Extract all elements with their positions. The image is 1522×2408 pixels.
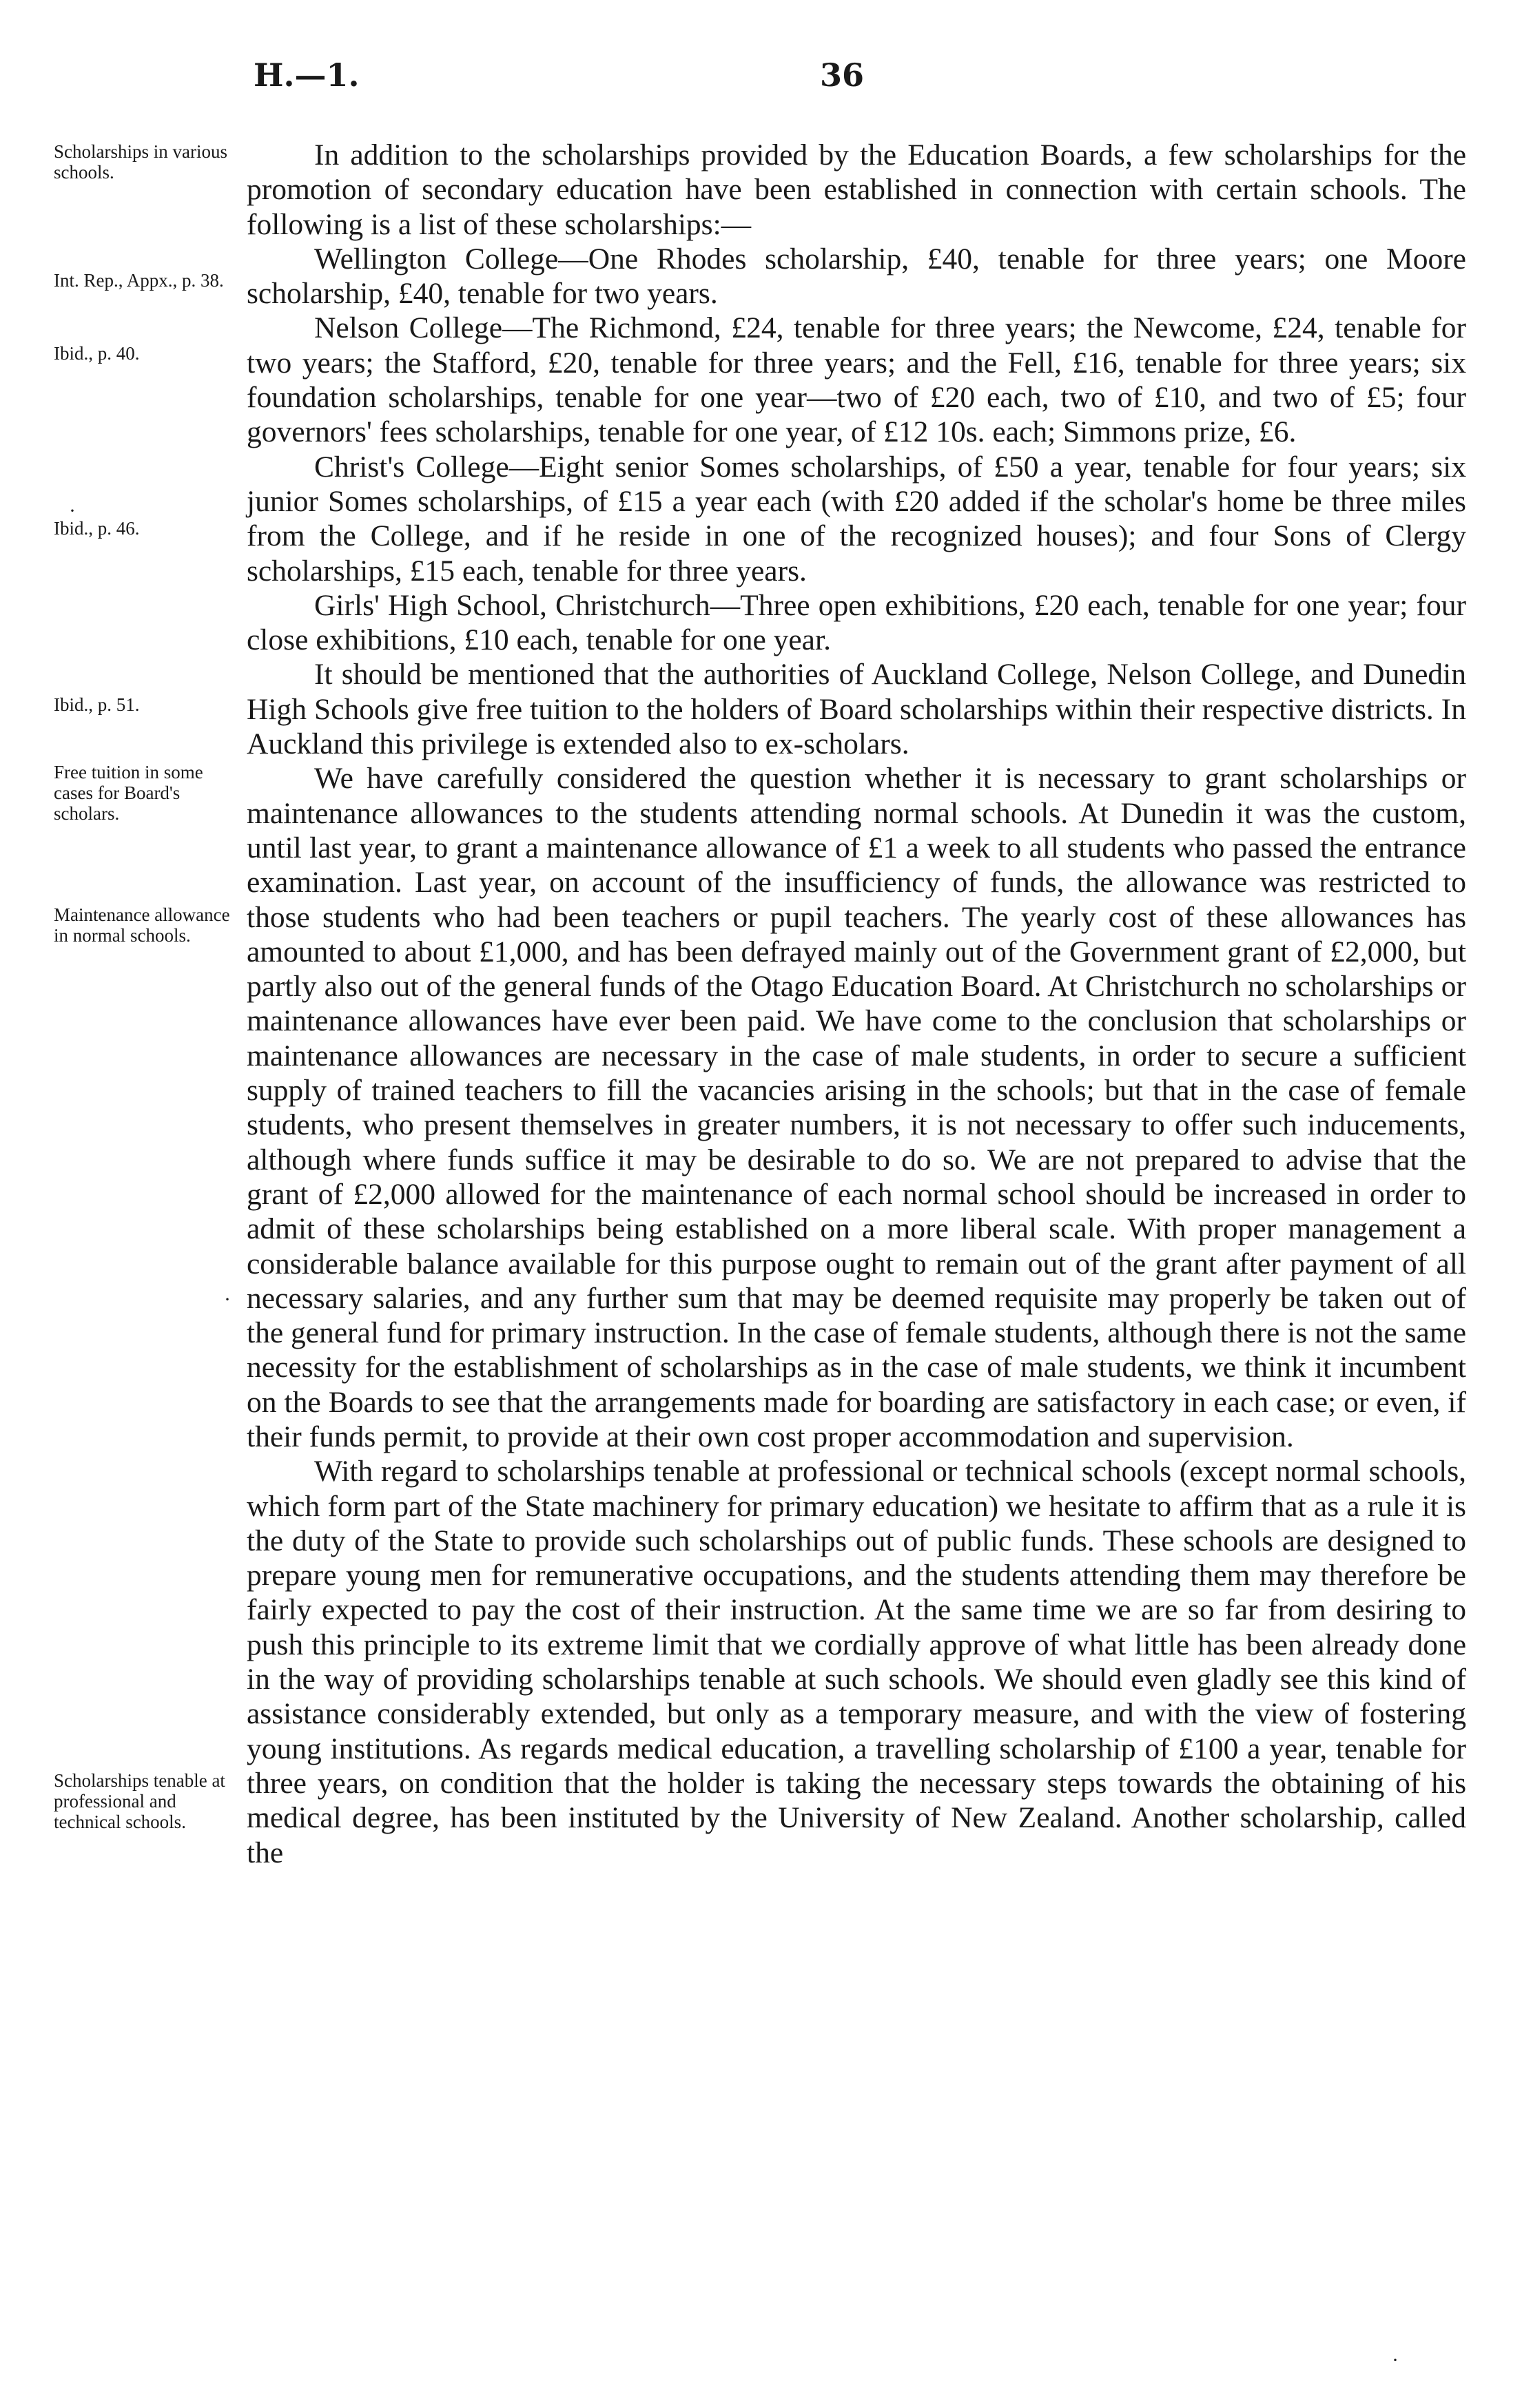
main-text	[247, 138, 1466, 1870]
margin-note-ibid-46: Ibid., p. 46.	[54, 518, 140, 539]
paragraph-intro: In addition to the scholarships provided by the Education Boards, a few scholarships for the promotion of secondary education have been established in connection with certain schools. The following is a list of these scholarships:—	[247, 138, 1466, 241]
paragraph-free-tuition: It should be mentioned that the authorities of Auckland College, Nelson College, and Dunedin High Schools give free tuition to the holders of Board scholarships within their respective districts. In Auckland this privilege is extended also to ex-scholars.	[247, 658, 1466, 761]
margin-note-professional-technical: Scholarships tenable at professional and technical schools.	[54, 1770, 225, 1832]
paragraph-normal-schools: We have carefully considered the question whether it is necessary to grant scholarships or maintenance allowances to the students attending normal schools. At Dunedin it was the custom, until last year, to grant a maintenance allowance of £1 a week to all students who passed the entrance examination. Last year, on account of the insufficiency of funds, the allowance was restricted to those students who had been teachers or pupil teachers. The yearly cost of these allowances has amounted to about £1,000, and has been defrayed mainly out of the Government grant of £2,000, but partly also out of the general funds of the Otago Education Board. At Christchurch no scholarships or maintenance allowances have ever been paid. We have come to the conclusion that scholarships or maintenance allowances are necessary in the case of male students, in order to secure a sufficient supply of trained teachers to fill the vacancies arising in the schools; but that in the case of female students, who present themselves in greater numbers, it is not necessary to offer such inducements, although where funds suffice it may be desirable to do so. We are not prepared to advise that the grant of £2,000 allowed for the maintenance of each normal school should be increased in order to admit of these scholarships being established on a more liberal scale. With proper management a considerable balance available for this purpose ought to remain out of the grant after payment of all necessary salaries, and any further sum that may be deemed requisite may properly be taken out of the general fund for primary instruction. In the case of female students, although there is not the same necessity for the establishment of scholarships as in the case of male students, we think it incumbent on the Boards to see that the arrangements made for boarding are satisfactory in each case; or even, if their funds permit, to provide at their own cost proper accommodation and supervision.	[247, 762, 1466, 1453]
margin-note-ibid-40: Ibid., p. 40.	[54, 343, 140, 364]
margin-note-free-tuition: Free tuition in some cases for Board's scholars.	[54, 762, 203, 824]
page-number: 36	[820, 56, 865, 94]
margin-note-scholarships-various: Scholarships in various schools.	[54, 141, 227, 183]
print-speck: ·	[224, 1288, 231, 1311]
print-speck: ·	[1392, 2349, 1399, 2371]
paragraph-christs-college: Christ's College—Eight senior Somes scholarships, of £50 a year, tenable for four years; six junior Somes scholarships, of £15 a year each (with £20 added if the scholar's home be three miles from the College, and if he reside in one of the recognized houses); and four Sons of Clergy scholarships, £15 each, tenable for three years.	[247, 450, 1466, 588]
paragraph-wellington: Wellington College—One Rhodes scholarship, £40, tenable for three years; one Moore scholarship, £40, tenable for two years.	[247, 242, 1466, 311]
page-header-reference: H.—1.	[254, 56, 360, 94]
paragraph-professional: With regard to scholarships tenable at professional or technical schools (except normal schools, which form part of the State machinery for primary education) we hesitate to affirm that as a rule it is the duty of the State to provide such scholarships out of public funds. These schools are designed to prepare young men for remunerative occupations, and the students attending them may therefore be fairly expected to pay the cost of their instruction. At the same time we are so far from desiring to push this principle to its extreme limit that we cordially approve of what little has been already done in the way of providing scholarships tenable at such schools. We should even gladly see this kind of assistance considerably extended, but only as a temporary measure, and with the view of fostering young institutions. As regards medical education, a travelling scholarship of £100 a year, tenable for three years, on condition that the holder is taking the necessary steps towards the obtaining of his medical degree, has been instituted by the University of New Zealand. Another scholarship, called the	[247, 1455, 1466, 1869]
print-speck: ·	[69, 499, 76, 522]
paragraph-nelson: Nelson College—The Richmond, £24, tenable for three years; the Newcome, £24, tenable for two years; the Stafford, £20, tenable for three years; and the Fell, £16, tenable for three years; six foundation scholarships, tenable for one year—two of £20 each, two of £10, and two of £5; four governors' fees scholarships, tenable for one year, of £12 10s. each; Simmons prize, £6.	[247, 311, 1466, 449]
margin-note-maintenance: Maintenance allowance in normal schools.	[54, 904, 230, 946]
paragraph-girls-high: Girls' High School, Christchurch—Three open exhibitions, £20 each, tenable for one year; four close exhibitions, £10 each, tenable for one year.	[247, 588, 1466, 657]
margin-note-int-rep: Int. Rep., Appx., p. 38.	[54, 270, 224, 291]
margin-note-ibid-51: Ibid., p. 51.	[54, 694, 140, 715]
